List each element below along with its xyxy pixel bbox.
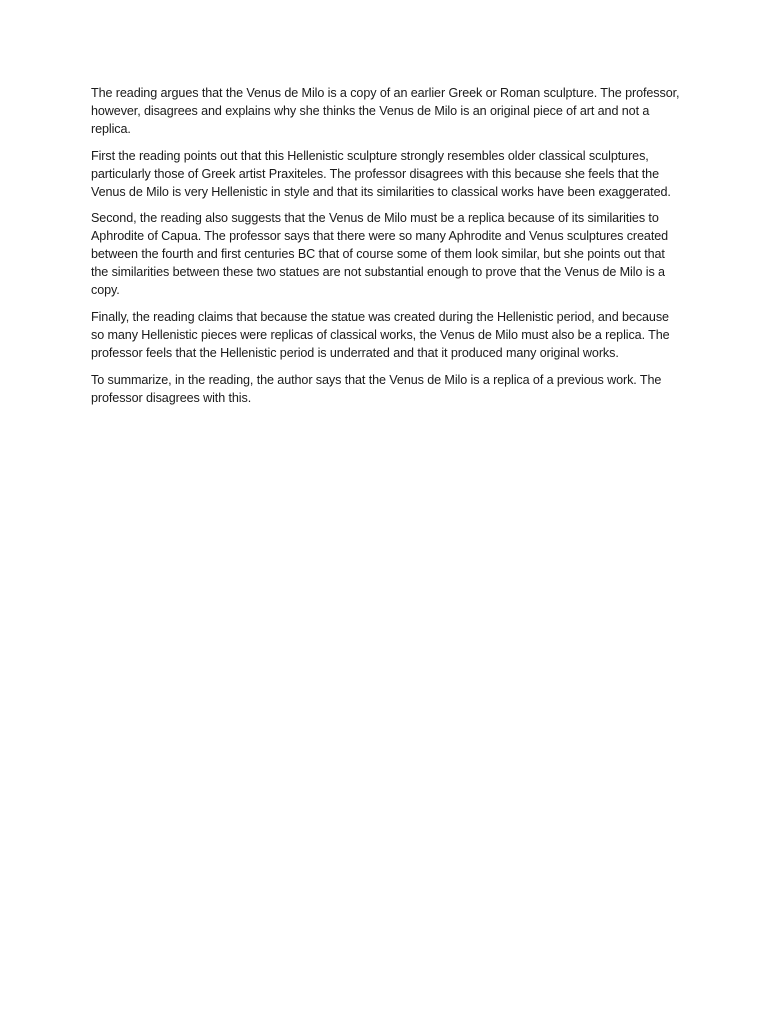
paragraph-first-point: First the reading points out that this Hellenistic sculpture strongly resembles older classical sculptures, particularly those of Greek artist Praxiteles. The professor disagrees with this because she feels that the Venus de Milo is very Hellenistic in style and that its similarities to classical works have been exaggerated.	[91, 148, 671, 199]
document-body	[91, 85, 683, 417]
paragraph-second-point: Second, the reading also suggests that the Venus de Milo must be a replica because of its similarities to Aphrodite of Capua. The professor says that there were so many Aphrodite and Venus sculptures created between the fourth and first centuries BC that of course some of them look similar, but she points out that the similarities between these two statues are not substantial enough to prove that the Venus de Milo is a copy.	[91, 211, 669, 298]
paragraph-introduction: The reading argues that the Venus de Milo is a copy of an earlier Greek or Roman sculpture. The professor, however, disagrees and explains why she thinks the Venus de Milo is an original piece of art and not a replica.	[91, 86, 680, 136]
paragraph-third-point: Finally, the reading claims that because the statue was created during the Hellenistic period, and because so many Hellenistic pieces were replicas of classical works, the Venus de Milo must also be a replica. The professor feels that the Hellenistic period is underrated and that it produced many original works.	[91, 309, 670, 360]
paragraph-summary: To summarize, in the reading, the author says that the Venus de Milo is a replica of a previous work. The professor disagrees with this.	[91, 372, 662, 405]
